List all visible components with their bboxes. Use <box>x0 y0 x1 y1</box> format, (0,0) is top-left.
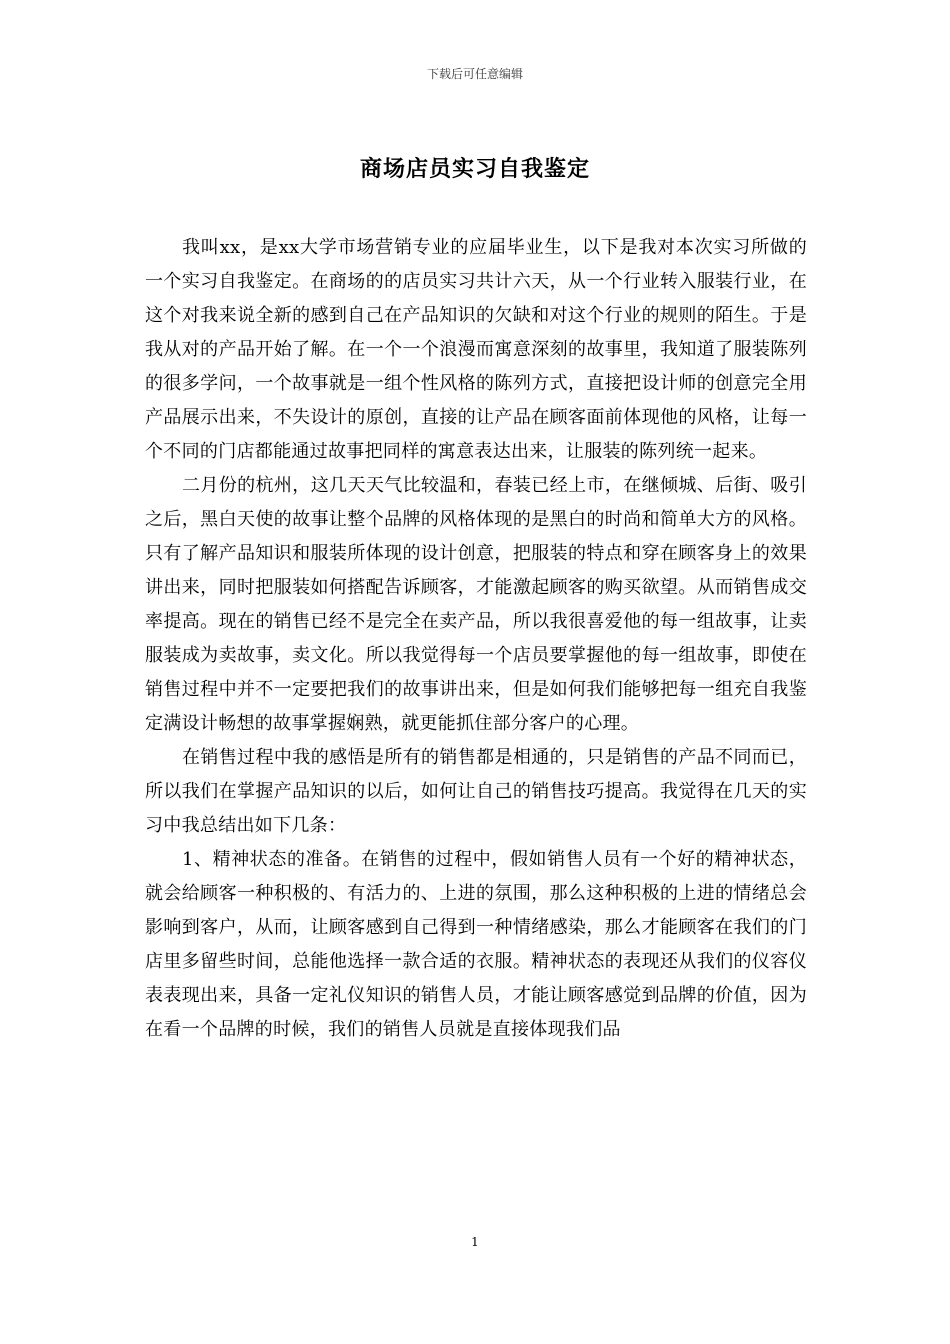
page-number: 1 <box>471 1235 479 1249</box>
paragraph-sales-insight: 在销售过程中我的感悟是所有的销售都是相通的，只是销售的产品不同而已，所以我们在掌握产品知识的以后，如何让自己的销售技巧提高。我觉得在几天的实习中我总结出如下几条： <box>145 747 807 836</box>
document-body <box>145 231 807 1047</box>
paragraph-february-hangzhou: 二月份的杭州，这几天天气比较温和，春装已经上市，在继倾城、后街、吸引之后，黑白天使的故事让整个品牌的风格体现的是黑白的时尚和简单大方的风格。只有了解产品知识和服装所体现的设计创意，把服装的特点和穿在顾客身上的效果讲出来，同时把服装如何搭配告诉顾客，才能激起顾客的购买欲望。从而销售成交率提高。现在的销售已经不是完全在卖产品，所以我很喜爱他的每一组故事，让卖服装成为卖故事，卖文化。所以我觉得每一个店员要掌握他的每一组故事，即使在销售过程中并不一定要把我们的故事讲出来，但是如何我们能够把每一组充自我鉴定满设计畅想的故事掌握娴熟，就更能抓住部分客户的心理。 <box>145 475 807 734</box>
paragraph-point-1: 1、精神状态的准备。在销售的过程中，假如销售人员有一个好的精神状态，就会给顾客一种积极的、有活力的、上进的氛围，那么这种积极的上进的情绪总会影响到客户，从而，让顾客感到自己得到一种情绪感染，那么才能顾客在我们的门店里多留些时间，总能他选择一款合适的衣服。精神状态的表现还从我们的仪容仪表表现出来，具备一定礼仪知识的销售人员，才能让顾客感觉到品牌的价值，因为在看一个品牌的时候，我们的销售人员就是直接体现我们品 <box>145 849 807 1040</box>
document-title: 商场店员实习自我鉴定 <box>359 156 590 182</box>
page-header: 下载后可任意编辑 <box>426 67 523 81</box>
paragraph-intro: 我叫xx，是xx大学市场营销专业的应届毕业生，以下是我对本次实习所做的一个实习自我鉴定。在商场的的店员实习共计六天，从一个行业转入服装行业，在这个对我来说全新的感到自己在产品知识的欠缺和对这个行业的规则的陌生。于是我从对的产品开始了解。在一个一个浪漫而寓意深刻的故事里，我知道了服装陈列的很多学问，一个故事就是一组个性风格的陈列方式，直接把设计师的创意完全用产品展示出来，不失设计的原创，直接的让产品在顾客面前体现他的风格，让每一个不同的门店都能通过故事把同样的寓意表达出来，让服装的陈列统一起来。 <box>145 237 807 462</box>
